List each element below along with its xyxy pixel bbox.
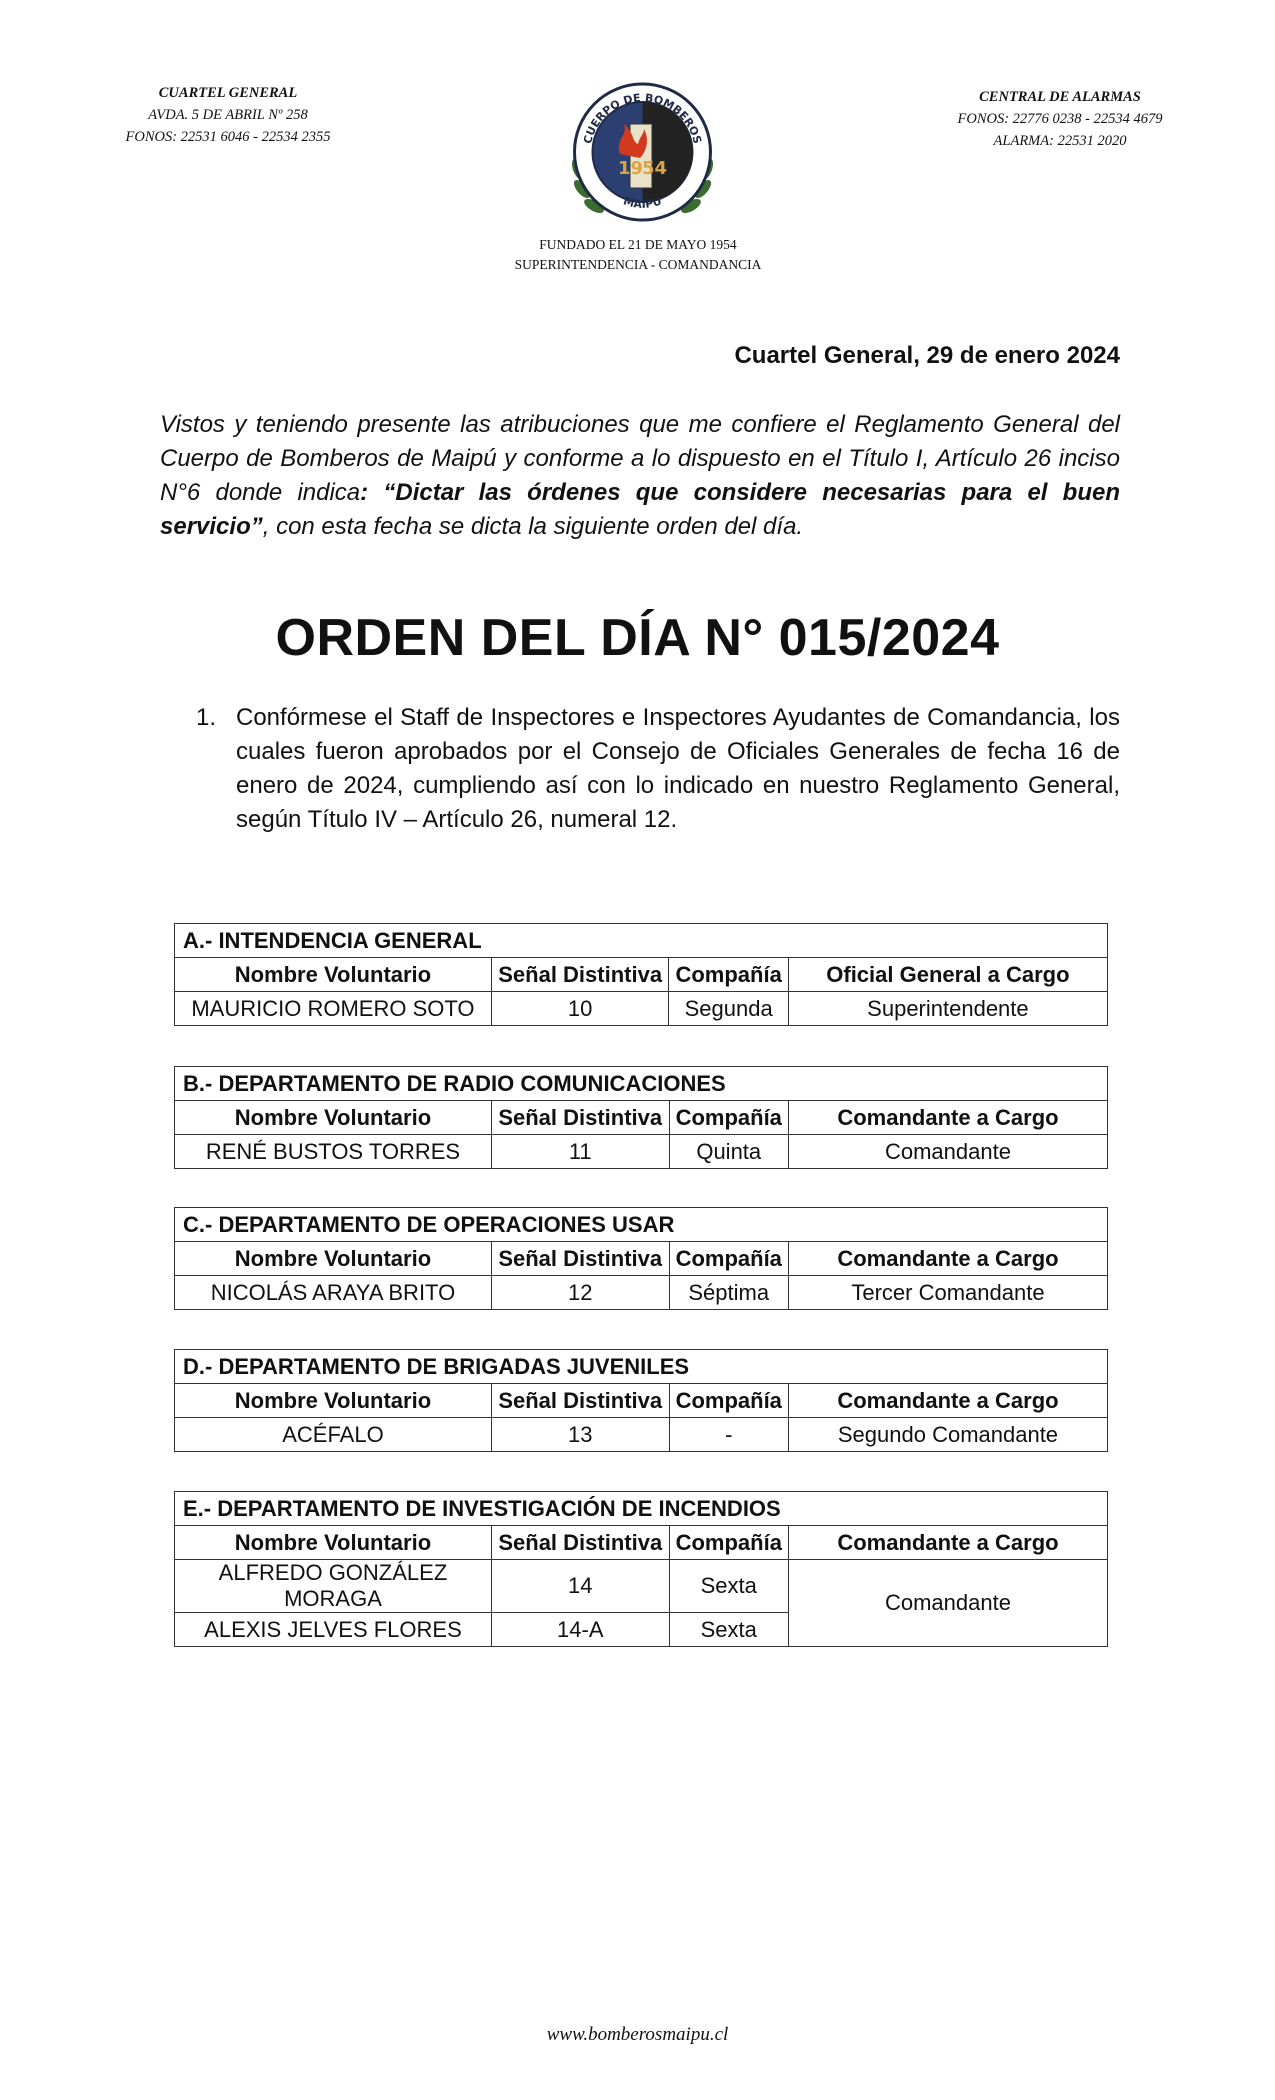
founded-block [438,235,838,275]
document-date: Cuartel General, 29 de enero 2024 [734,342,1120,369]
table-cell: 11 [491,1135,669,1169]
header-left-address: AVDA. 5 DE ABRIL Nº 258 [148,107,308,123]
column-header: Señal Distintiva [491,1242,669,1276]
table-cell: Sexta [669,1613,788,1647]
table-cell: ALEXIS JELVES FLORES [175,1613,492,1647]
table-cell: ALFREDO GONZÁLEZ MORAGA [175,1560,492,1613]
column-header: Comandante a Cargo [788,1526,1107,1560]
founded-office: SUPERINTENDENCIA - COMANDANCIA [514,257,762,272]
header-right-alarm: ALARMA: 22531 2020 [993,133,1127,149]
table-section-title: D.- DEPARTAMENTO DE BRIGADAS JUVENILES [175,1350,1108,1384]
table-cell: Segunda [669,992,788,1026]
orden-title: ORDEN DEL DÍA N° 015/2024 [275,609,1000,667]
column-header: Señal Distintiva [491,1384,669,1418]
table-cell: Comandante [788,1135,1107,1169]
list-item [196,701,1120,837]
table-cell: RENÉ BUSTOS TORRES [175,1135,492,1169]
table-cell: Séptima [669,1276,788,1310]
intro-text-2: , con esta fecha se dicta la siguiente orden del día. [262,513,804,540]
table-section-title: A.- INTENDENCIA GENERAL [175,924,1108,958]
svg-text:54: 54 [642,158,668,179]
table-cell: - [669,1418,788,1452]
table-row [175,1276,1108,1310]
table-row [175,992,1108,1026]
header-right-block [900,86,1220,152]
table-cell: 14-A [491,1613,669,1647]
table-row [175,1135,1108,1169]
table-cell: 13 [491,1418,669,1452]
column-header: Señal Distintiva [491,958,669,992]
header-right-phones: FONOS: 22776 0238 - 22534 4679 [957,111,1163,127]
header-left-phones: FONOS: 22531 6046 - 22534 2355 [125,129,331,145]
header-right-title: CENTRAL DE ALARMAS [979,89,1141,105]
table-cell: ACÉFALO [175,1418,492,1452]
table-cell: NICOLÁS ARAYA BRITO [175,1276,492,1310]
table-section-title: B.- DEPARTAMENTO DE RADIO COMUNICACIONES [175,1067,1108,1101]
table-row [175,1418,1108,1452]
column-header: Nombre Voluntario [175,1101,492,1135]
column-header: Compañía [669,1384,788,1418]
table-cell: Superintendente [788,992,1107,1026]
column-header: Comandante a Cargo [788,1101,1107,1135]
list-item-text: Confórmese el Staff de Inspectores e Inspectores Ayudantes de Comandancia, los cuales fueron aprobados por el Consejo de Oficiales Generales de fecha 16 de enero de 2024, cumpliendo así con lo indicado en nuestro Reglamento General, según Título IV – Artículo 26, numeral 12. [236,704,1120,833]
table-cell: MAURICIO ROMERO SOTO [175,992,492,1026]
table-section-title: C.- DEPARTAMENTO DE OPERACIONES USAR [175,1208,1108,1242]
table-investigacion-incendios [174,1491,1108,1647]
intro-paragraph [160,408,1120,544]
column-header: Señal Distintiva [491,1526,669,1560]
table-cell: Tercer Comandante [788,1276,1107,1310]
table-cell: Segundo Comandante [788,1418,1107,1452]
table-cell: Quinta [669,1135,788,1169]
table-intendencia-general [174,923,1108,1026]
column-header: Compañía [669,1242,788,1276]
table-cell: 12 [491,1276,669,1310]
svg-text:19: 19 [618,158,644,179]
table-cell: Sexta [669,1560,788,1613]
column-header: Señal Distintiva [491,1101,669,1135]
table-operaciones-usar [174,1207,1108,1310]
intro-text-1: Vistos y teniendo presente las atribuciones que me confiere el Reglamento General del Cuerpo de Bomberos de Maipú y conforme a lo dispuesto en el Título I, Artículo 26 inciso N°6 donde indica [160,411,1120,506]
list-item-number: 1. [196,704,217,731]
table-cell: Comandante [788,1560,1107,1647]
intro-text-bold: : “Dictar las órdenes que considere necesarias para el buen servicio” [160,479,1120,540]
table-section-title: E.- DEPARTAMENTO DE INVESTIGACIÓN DE INCENDIOS [175,1492,1108,1526]
table-radio-comunicaciones [174,1066,1108,1169]
column-header: Nombre Voluntario [175,958,492,992]
column-header: Comandante a Cargo [788,1384,1107,1418]
column-header: Comandante a Cargo [788,1242,1107,1276]
table-row [175,1560,1108,1613]
logo-ring-text-top: CUERPO DE BOMBEROS [581,91,704,146]
founded-date: FUNDADO EL 21 DE MAYO 1954 [539,237,737,252]
logo-ring-text-bottom: MAIPU [621,194,664,211]
column-header: Oficial General a Cargo [788,958,1107,992]
column-header: Compañía [669,958,788,992]
column-header: Nombre Voluntario [175,1242,492,1276]
column-header: Compañía [669,1101,788,1135]
column-header: Compañía [669,1526,788,1560]
header-left-block [68,82,388,148]
table-cell: 14 [491,1560,669,1613]
table-brigadas-juveniles [174,1349,1108,1452]
table-cell: 10 [491,992,669,1026]
column-header: Nombre Voluntario [175,1384,492,1418]
bomberos-maipu-logo [560,74,725,234]
column-header: Nombre Voluntario [175,1526,492,1560]
footer-website: www.bomberosmaipu.cl [546,2024,729,2045]
header-left-title: CUARTEL GENERAL [158,85,298,101]
